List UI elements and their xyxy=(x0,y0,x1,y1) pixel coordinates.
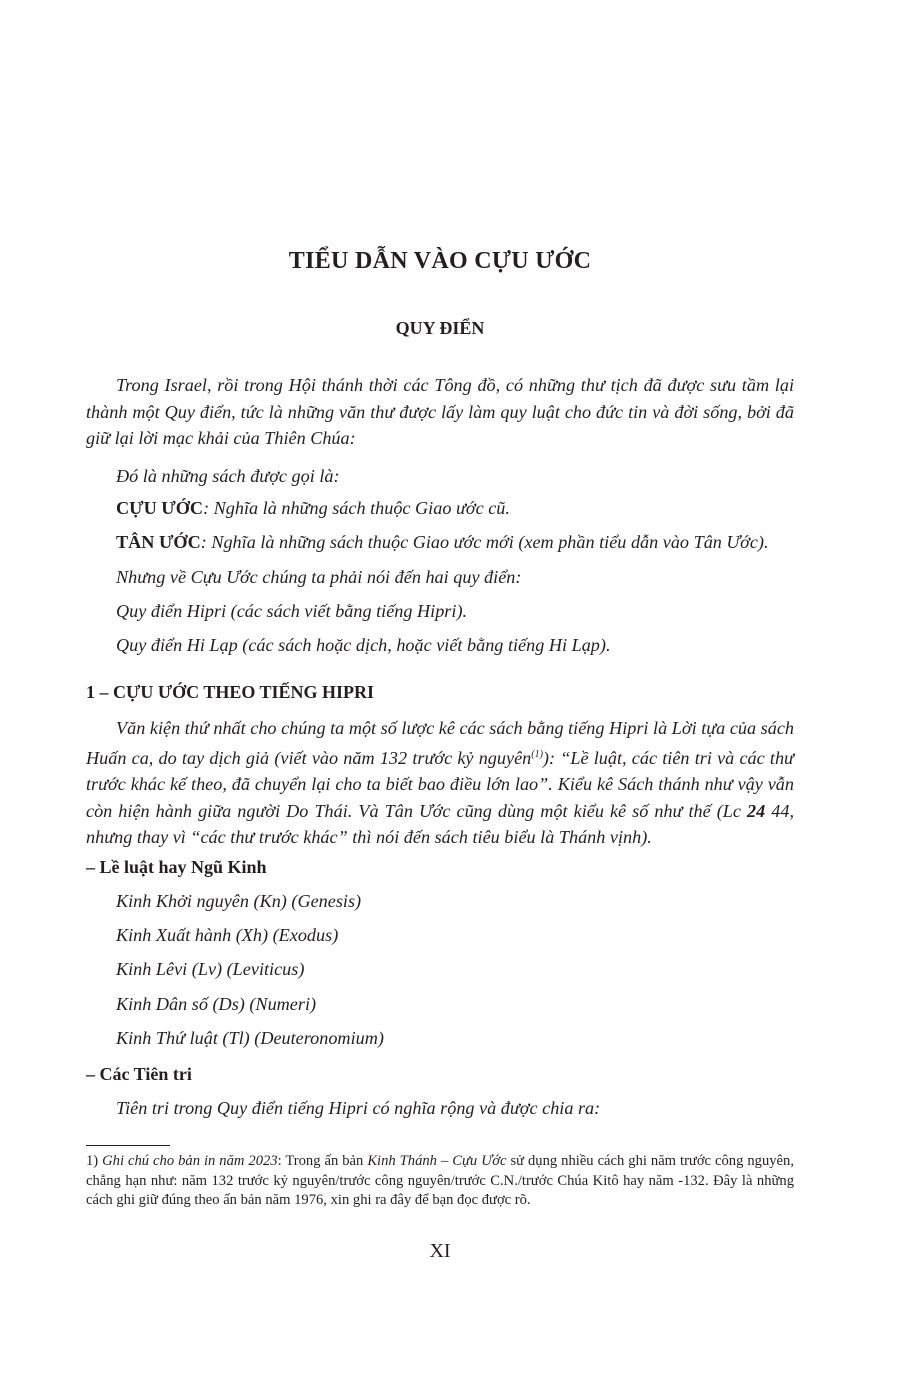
footnote-number: 1) xyxy=(86,1153,103,1169)
page-title: TIỂU DẪN VÀO CỰU ƯỚC xyxy=(288,248,592,274)
line-old-testament xyxy=(116,498,510,519)
footnote-separator xyxy=(86,1145,170,1146)
paragraph-part-c: 44, nhưng thay vì “các thư trước khác” thì nói đến sách tiêu biểu là Thánh vịnh). xyxy=(86,800,795,847)
line-hebrew-canon: Quy điển Hipri (các sách viết bằng tiếng Hipri). xyxy=(116,601,468,621)
old-testament-label: CỰU ƯỚC xyxy=(116,498,204,518)
paragraph-part-b: ): “Lề luật, các tiên tri và các thư trước khác kế theo, đã chuyển lại cho ta biết bao điều lớn lao”. Kiểu kê Sách thánh như vậy vẫn còn hiện hành giữa người Do Thái. Và Tân Ước cũng dùng một kiểu kê số như thế (Lc xyxy=(86,747,794,821)
line-two-canons: Nhưng về Cựu Ước chúng ta phải nói đến hai quy điển: xyxy=(116,567,522,587)
paragraph-part-a: Văn kiện thứ nhất cho chúng ta một số lược kê các sách bằng tiếng Hipri là Lời tựa của sách Huấn ca, do tay dịch giả (viết vào năm 132 trước kỷ nguyên xyxy=(86,718,794,768)
book-exodus: Kinh Xuất hành (Xh) (Exodus) xyxy=(116,925,339,945)
line-greek-canon: Quy điển Hi Lạp (các sách hoặc dịch, hoặc viết bằng tiếng Hi Lạp). xyxy=(116,635,611,655)
footnote-text-2: sử dụng nhiều cách ghi năm trước công nguyên, chẳng hạn như: năm 132 trước kỷ nguyên/trước công nguyên/trước C.N./trước Chúa Kitô hay năm -132. Đây là những cách ghi giữ đúng theo ấn bản năm 1976, xin ghi ra đây để bạn đọc được rõ. xyxy=(86,1153,794,1208)
line-new-testament xyxy=(116,532,769,553)
prophets-intro: Tiên tri trong Quy điển tiếng Hipri có nghĩa rộng và được chia ra: xyxy=(116,1098,601,1118)
footnote-text-1: : Trong ấn bản xyxy=(277,1153,368,1169)
footnote-label: Ghi chú cho bản in năm 2023 xyxy=(102,1153,278,1169)
intro-text: Trong Israel, rồi trong Hội thánh thời các Tông đồ, có những thư tịch đã được sưu tầm lại thành một Quy điển, tức là những văn thư được lấy làm quy luật cho đức tin và đời sống, bởi đã giữ lại lời mạc khải của Thiên Chúa: xyxy=(86,375,794,448)
footnote xyxy=(86,1152,794,1211)
line-books-called: Đó là những sách được gọi là: xyxy=(116,466,340,486)
heading-prophets: – Các Tiên tri xyxy=(86,1064,192,1084)
page-number: XI xyxy=(429,1240,451,1262)
book-leviticus: Kinh Lêvi (Lv) (Leviticus) xyxy=(116,959,305,979)
new-testament-text: : Nghĩa là những sách thuộc Giao ước mới (xem phần tiểu dẫn vào Tân Ước). xyxy=(200,532,769,552)
footnote-ref[interactable]: (1) xyxy=(531,748,543,760)
book-numbers: Kinh Dân số (Ds) (Numeri) xyxy=(116,994,317,1014)
book-deuteronomy: Kinh Thứ luật (Tl) (Deuteronomium) xyxy=(116,1028,384,1048)
book-genesis: Kinh Khởi nguyên (Kn) (Genesis) xyxy=(116,891,362,911)
old-testament-text: : Nghĩa là những sách thuộc Giao ước cũ. xyxy=(203,498,510,518)
intro-paragraph xyxy=(86,372,794,452)
new-testament-label: TÂN ƯỚC xyxy=(116,532,201,552)
heading-law-pentateuch: – Lề luật hay Ngũ Kinh xyxy=(86,857,267,877)
paragraph-first-document xyxy=(86,715,794,851)
section-title: QUY ĐIỂN xyxy=(395,318,485,338)
heading-hebrew-old-testament: 1 – CỰU ƯỚC THEO TIẾNG HIPRI xyxy=(86,682,375,702)
footnote-book-title: Kinh Thánh – Cựu Ước xyxy=(367,1153,507,1169)
chapter-number: 24 xyxy=(747,800,766,821)
paragraph-text xyxy=(86,715,794,851)
